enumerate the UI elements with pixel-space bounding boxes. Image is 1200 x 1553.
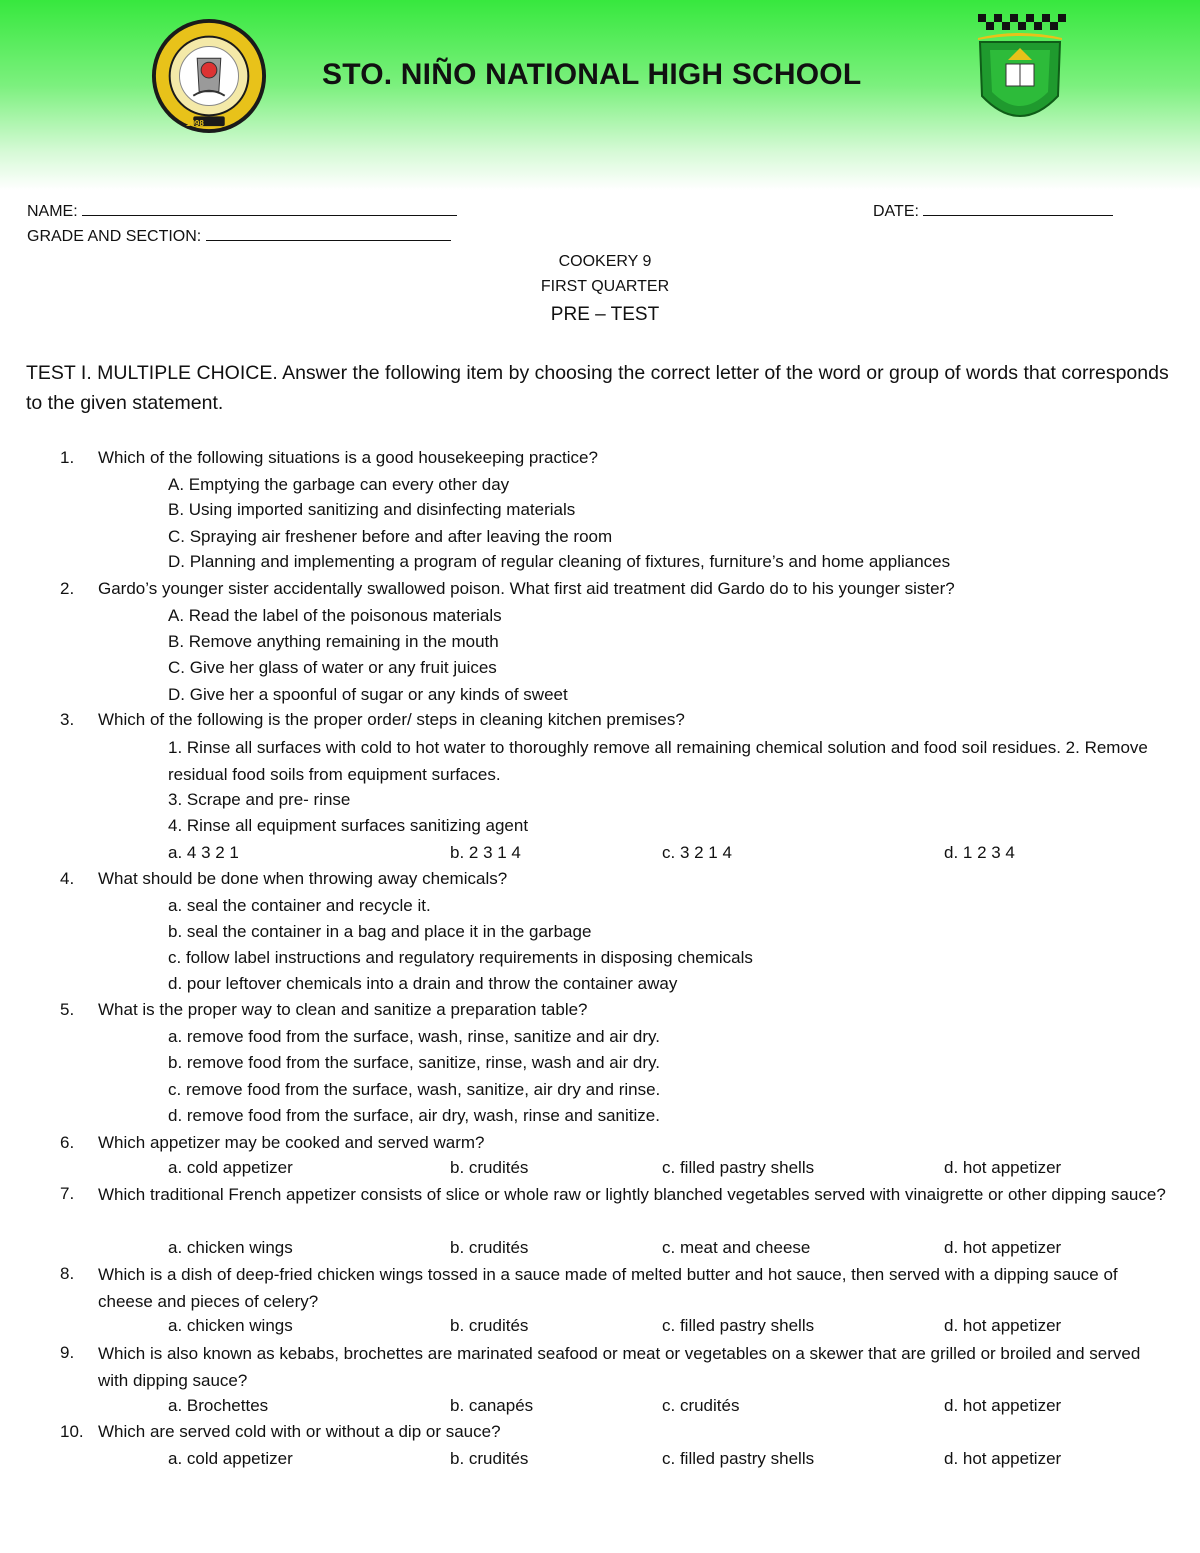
- option[interactable]: A. Emptying the garbage can every other day: [168, 475, 510, 494]
- question-text: What is the proper way to clean and sanitize a preparation table?: [98, 1000, 588, 1019]
- choice[interactable]: c. 3 2 1 4: [662, 843, 732, 862]
- choice-row: [0, 1396, 1200, 1420]
- question-8-number: 8.: [60, 1264, 75, 1283]
- question-4: [60, 869, 507, 889]
- option[interactable]: d. pour leftover chemicals into a drain and throw the container away: [168, 974, 678, 993]
- option[interactable]: B. Remove anything remaining in the mouth: [168, 632, 499, 651]
- choice[interactable]: a. 4 3 2 1: [168, 843, 239, 862]
- step: 3. Scrape and pre- rinse: [168, 790, 351, 809]
- step: 4. Rinse all equipment surfaces sanitizing agent: [168, 816, 529, 835]
- choice[interactable]: b. crudités: [450, 1158, 529, 1177]
- question-number: 10.: [60, 1422, 84, 1441]
- option[interactable]: b. seal the container in a bag and place it in the garbage: [168, 922, 592, 941]
- step: 1. Rinse all surfaces with cold to hot water to thoroughly remove all remaining chemical solution and food soil residues. 2. Remove residual food soils from equipment surfaces.: [168, 738, 1148, 784]
- choice[interactable]: c. meat and cheese: [662, 1238, 811, 1257]
- division-seal-year: 1998: [186, 119, 204, 128]
- question-text: Which of the following is the proper order/ steps in cleaning kitchen premises?: [98, 710, 685, 729]
- question-9-number: 9.: [60, 1343, 75, 1362]
- option[interactable]: b. remove food from the surface, sanitize, rinse, wash and air dry.: [168, 1053, 660, 1072]
- choice[interactable]: d. hot appetizer: [944, 1396, 1062, 1415]
- test-title: PRE – TEST: [550, 304, 660, 325]
- school-name: STO. NIÑO NATIONAL HIGH SCHOOL: [322, 58, 862, 91]
- choice[interactable]: c. crudités: [662, 1396, 740, 1415]
- choice[interactable]: b. crudités: [450, 1449, 529, 1468]
- question-text: Which of the following situations is a good housekeeping practice?: [98, 448, 598, 467]
- option[interactable]: A. Read the label of the poisonous materials: [168, 606, 502, 625]
- question-number: 4.: [60, 869, 75, 888]
- option[interactable]: d. remove food from the surface, air dry, wash, rinse and sanitize.: [168, 1106, 660, 1125]
- choice[interactable]: b. crudités: [450, 1238, 529, 1257]
- choice-row: [0, 843, 1200, 867]
- option[interactable]: D. Planning and implementing a program of regular cleaning of fixtures, furniture’s and home appliances: [168, 552, 951, 571]
- choice[interactable]: c. filled pastry shells: [662, 1158, 815, 1177]
- choice[interactable]: b. canapés: [450, 1396, 534, 1415]
- choice[interactable]: a. chicken wings: [168, 1316, 293, 1335]
- question-number: 3.: [60, 710, 75, 729]
- choice[interactable]: c. filled pastry shells: [662, 1316, 815, 1335]
- option[interactable]: c. remove food from the surface, wash, sanitize, air dry and rinse.: [168, 1080, 661, 1099]
- name-field[interactable]: [27, 201, 457, 221]
- choice-row: [0, 1449, 1200, 1473]
- name-label: NAME:: [27, 203, 78, 220]
- question-number: 1.: [60, 448, 75, 467]
- option[interactable]: D. Give her a spoonful of sugar or any kinds of sweet: [168, 685, 568, 704]
- question-6: [60, 1133, 484, 1153]
- choice[interactable]: b. crudités: [450, 1316, 529, 1335]
- name-blank[interactable]: [82, 201, 457, 216]
- question-8-text: Which is a dish of deep-fried chicken wings tossed in a sauce made of melted butter and hot sauce, then served with a dipping sauce of cheese and pieces of celery?: [98, 1265, 1118, 1311]
- question-10: [60, 1422, 501, 1442]
- question-number: 6.: [60, 1133, 75, 1152]
- choice[interactable]: d. hot appetizer: [944, 1158, 1062, 1177]
- choice[interactable]: d. 1 2 3 4: [944, 843, 1015, 862]
- school-crest-logo: [970, 10, 1070, 142]
- date-blank[interactable]: [923, 201, 1113, 216]
- choice-row: [0, 1316, 1200, 1340]
- question-2: [60, 579, 955, 599]
- choice-row: [0, 1238, 1200, 1262]
- question-text: Which appetizer may be cooked and served warm?: [98, 1133, 485, 1152]
- question-3: [60, 710, 685, 730]
- option[interactable]: a. seal the container and recycle it.: [168, 896, 431, 915]
- question-number: 2.: [60, 579, 75, 598]
- question-7-number: 7.: [60, 1184, 75, 1203]
- grade-section-blank[interactable]: [206, 226, 451, 241]
- choice[interactable]: d. hot appetizer: [944, 1449, 1062, 1468]
- choice[interactable]: d. hot appetizer: [944, 1238, 1062, 1257]
- question-5: [60, 1000, 588, 1020]
- division-seal-logo: [150, 17, 268, 135]
- grade-section-field[interactable]: [27, 226, 451, 246]
- choice[interactable]: c. filled pastry shells: [662, 1449, 815, 1468]
- subject-title: COOKERY 9: [558, 253, 652, 270]
- choice[interactable]: a. chicken wings: [168, 1238, 293, 1257]
- option[interactable]: B. Using imported sanitizing and disinfecting materials: [168, 500, 576, 519]
- date-label: DATE:: [873, 203, 919, 220]
- choice-row: [0, 1158, 1200, 1182]
- question-number: 5.: [60, 1000, 75, 1019]
- grade-section-label: GRADE AND SECTION:: [27, 228, 202, 245]
- quarter-title: FIRST QUARTER: [540, 278, 670, 295]
- question-text: Gardo’s younger sister accidentally swallowed poison. What first aid treatment did Gardo do to his younger sister?: [98, 579, 955, 598]
- choice[interactable]: a. Brochettes: [168, 1396, 269, 1415]
- option[interactable]: c. follow label instructions and regulatory requirements in disposing chemicals: [168, 948, 753, 967]
- question-9-text: Which is also known as kebabs, brochettes are marinated seafood or meat or vegetables on a skewer that are grilled or broiled and served with dipping sauce?: [98, 1344, 1141, 1390]
- instructions: TEST I. MULTIPLE CHOICE. Answer the following item by choosing the correct letter of the word or group of words that corresponds to the given statement.: [26, 362, 1169, 414]
- choice[interactable]: d. hot appetizer: [944, 1316, 1062, 1335]
- option[interactable]: C. Spraying air freshener before and after leaving the room: [168, 527, 613, 546]
- question-7-text: Which traditional French appetizer consists of slice or whole raw or lightly blanched vegetables served with vinaigrette or other dipping sauce?: [98, 1185, 1166, 1204]
- choice[interactable]: a. cold appetizer: [168, 1449, 293, 1468]
- choice[interactable]: b. 2 3 1 4: [450, 843, 521, 862]
- option[interactable]: C. Give her glass of water or any fruit juices: [168, 658, 497, 677]
- question-text: Which are served cold with or without a dip or sauce?: [98, 1422, 501, 1441]
- date-field[interactable]: [873, 201, 1113, 221]
- question-1: [60, 448, 598, 468]
- option[interactable]: a. remove food from the surface, wash, rinse, sanitize and air dry.: [168, 1027, 660, 1046]
- question-text: What should be done when throwing away chemicals?: [98, 869, 508, 888]
- choice[interactable]: a. cold appetizer: [168, 1158, 293, 1177]
